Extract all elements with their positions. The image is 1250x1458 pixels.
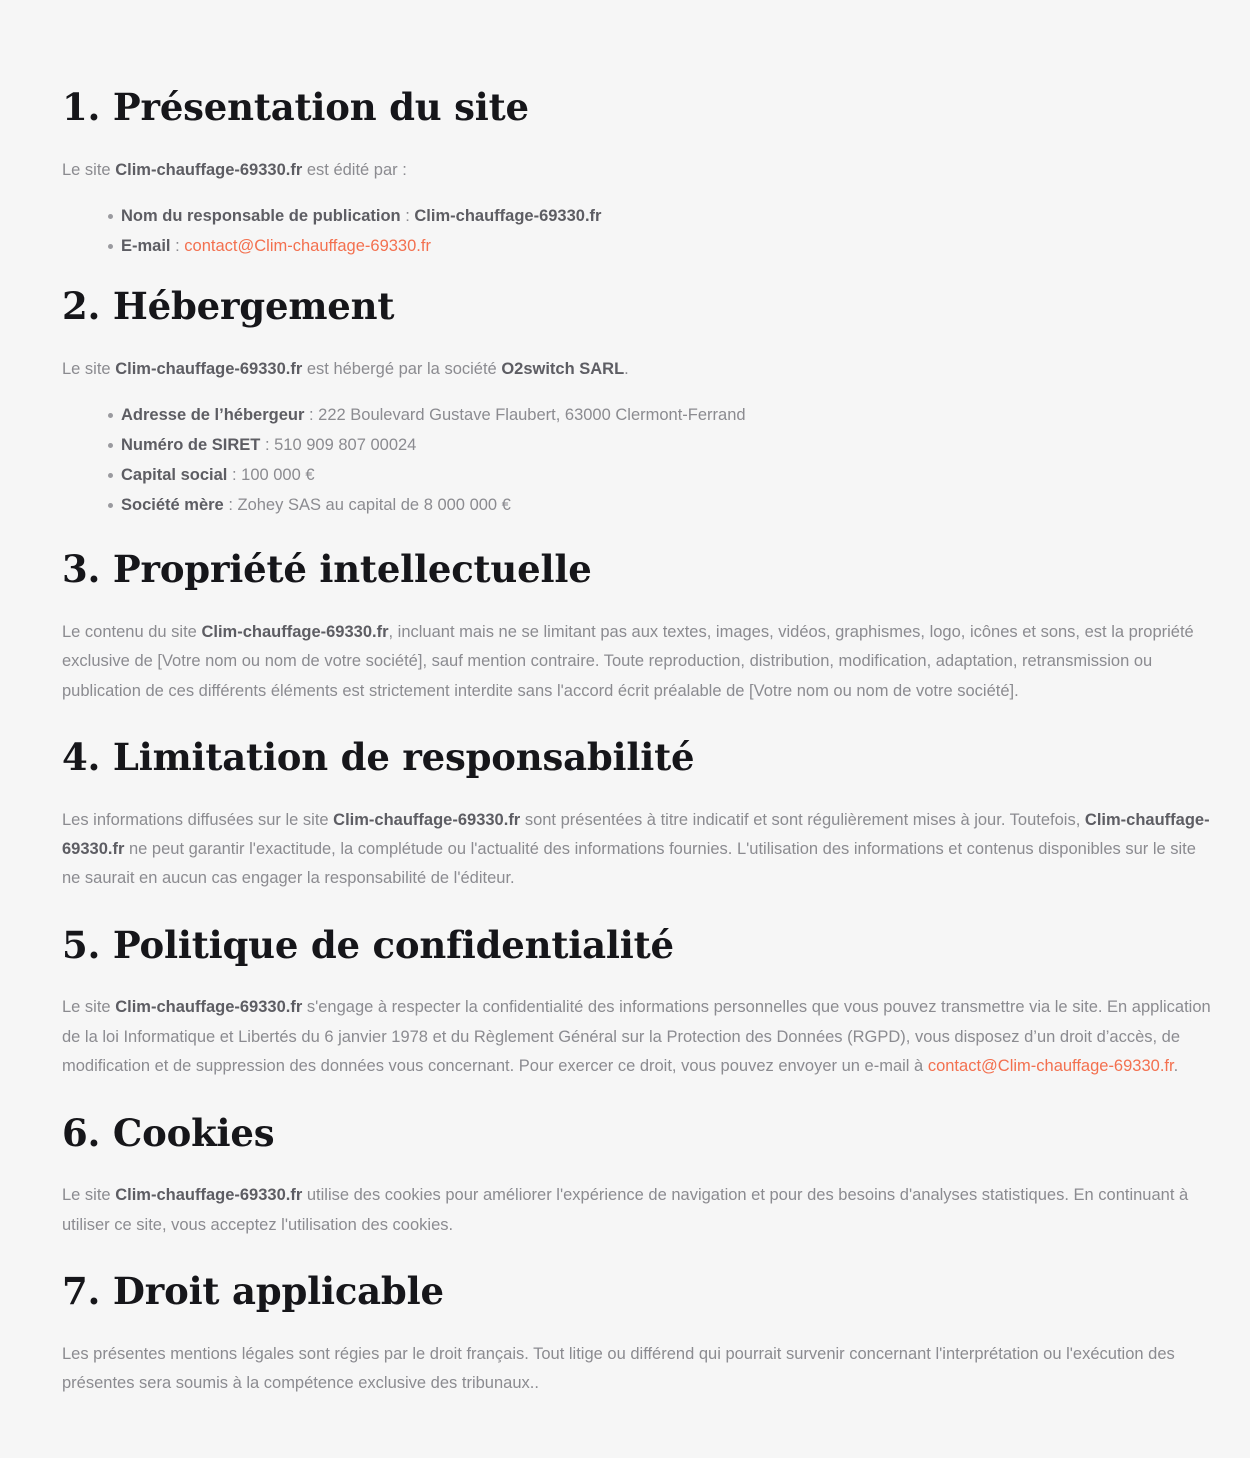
section-heading-3: 3. Propriété intellectuelle (62, 547, 592, 592)
section-6-paragraph (62, 1181, 1215, 1240)
list-item-separator: : (304, 406, 319, 425)
list-item-value: 100 000 € (241, 465, 315, 484)
section-hebergement (62, 285, 1215, 518)
intro-text-mid: est hébergé par la société (302, 360, 502, 379)
section-presentation-du-site (62, 86, 1215, 259)
site-name-strong-2: Clim-chauffage-69330.fr (62, 810, 1210, 859)
list-item-separator: : (260, 436, 275, 455)
para-text-mid: s'engage à respecter la confidentialité des informations personnelles que vous pouvez transmettre via le site. En application de la loi Informatique et Libertés du 6 janvier 1978 et du Règlement Général sur la Protection des Données (RGPD), vous disposez d’un droit d’accès, de modification et de suppression des données vous concernant. Pour exercer ce droit, vous pouvez envoyer un e-mail à (62, 998, 1211, 1076)
site-name-strong: Clim-chauffage-69330.fr (115, 360, 303, 379)
site-name-strong: Clim-chauffage-69330.fr (115, 998, 303, 1017)
para-text-after: , incluant mais ne se limitant pas aux textes, images, vidéos, graphismes, logo, icônes et sons, est la propriété exclusive de [Votre nom ou nom de votre société], sauf mention contraire. Toute reproduction, distribution, modification, adaptation, retransmission ou publication de ces différents éléments est strictement interdite sans l'accord écrit préalable de [Votre nom ou nom de votre société]. (62, 623, 1194, 700)
para-text-before: Le site (62, 998, 116, 1017)
list-item-label: Adresse de l’hébergeur (121, 406, 305, 425)
section-politique-de-confidentialite (62, 924, 1215, 1082)
para-text-after: ne peut garantir l'exactitude, la complétude ou l'actualité des informations fournies. L'utilisation des informations et contenus disponibles sur le site ne saurait en aucun cas engager la responsabilité de l'éditeur. (62, 840, 1196, 888)
email-link[interactable]: contact@Clim-chauffage-69330.fr (184, 236, 431, 255)
list-item-separator: : (227, 465, 242, 484)
list-item-label: Société mère (121, 495, 224, 514)
section-droit-applicable (62, 1270, 1215, 1398)
list-item (108, 432, 1215, 459)
list-item-separator: : (400, 207, 415, 226)
site-name-strong: Clim-chauffage-69330.fr (115, 160, 303, 179)
section-heading-4: 4. Limitation de responsabilité (62, 735, 695, 780)
list-item-label: Nom du responsable de publication (121, 207, 401, 226)
publication-details-list (62, 203, 1215, 259)
para-text-after: utilise des cookies pour améliorer l'expérience de navigation et pour des besoins d'analyses statistiques. En continuant à utiliser ce site, vous acceptez l'utilisation des cookies. (62, 1186, 1189, 1234)
list-item-value: Zohey SAS au capital de 8 000 000 € (237, 495, 511, 514)
list-item (108, 233, 1215, 260)
section-1-intro (62, 156, 1215, 185)
intro-text-before: Le site (62, 360, 116, 379)
section-heading-1: 1. Présentation du site (62, 85, 529, 129)
para-text-mid: sont présentées à titre indicatif et sont régulièrement mises à jour. Toutefois, (520, 810, 1085, 829)
list-item (108, 492, 1215, 519)
para-text-after: . (1173, 1057, 1179, 1076)
list-item-value: Clim-chauffage-69330.fr (414, 207, 602, 226)
list-item-label: Numéro de SIRET (121, 436, 261, 455)
site-name-strong: Clim-chauffage-69330.fr (201, 623, 389, 641)
section-3-paragraph (62, 618, 1215, 706)
section-7-paragraph: Les présentes mentions légales sont régies par le droit français. Tout litige ou différend qui pourrait survenir concernant l'interprétation ou l'exécution des présentes sera soumis à la compétence exclusive des tribunaux.. (62, 1344, 1175, 1392)
section-propriete-intellectuelle (62, 548, 1215, 706)
list-item-label: E-mail (121, 236, 171, 255)
list-item-value: 222 Boulevard Gustave Flaubert, 63000 Clermont-Ferrand (318, 406, 746, 425)
list-item (108, 402, 1215, 429)
section-heading-5: 5. Politique de confidentialité (62, 922, 674, 967)
site-name-strong: Clim-chauffage-69330.fr (115, 1186, 303, 1205)
para-text-before: Le contenu du site (62, 623, 202, 641)
section-limitation-de-responsabilite (62, 736, 1215, 894)
list-item-separator: : (223, 495, 238, 514)
content-column (62, 86, 1215, 1398)
list-item-value: 510 909 807 00024 (274, 436, 417, 455)
intro-text-after: est édité par : (302, 160, 407, 179)
section-cookies (62, 1112, 1215, 1240)
section-heading-7: 7. Droit applicable (62, 1268, 444, 1313)
para-text-before: Les informations diffusées sur le site (62, 810, 334, 829)
para-text-before: Le site (62, 1186, 116, 1205)
section-heading-2: 2. Hébergement (62, 284, 395, 329)
section-heading-6: 6. Cookies (62, 1110, 275, 1155)
section-4-paragraph (62, 806, 1215, 894)
intro-text-after: . (624, 360, 629, 379)
section-2-intro (62, 355, 1215, 384)
list-item-label: Capital social (121, 465, 228, 484)
intro-text-before: Le site (62, 160, 116, 179)
list-item-separator: : (170, 236, 185, 255)
host-details-list (62, 402, 1215, 518)
host-company-strong: O2switch SARL (501, 360, 625, 379)
section-5-paragraph (62, 993, 1215, 1081)
list-item (108, 203, 1215, 230)
site-name-strong: Clim-chauffage-69330.fr (333, 810, 521, 829)
email-link[interactable]: contact@Clim-chauffage-69330.fr (927, 1057, 1174, 1076)
list-item (108, 462, 1215, 489)
